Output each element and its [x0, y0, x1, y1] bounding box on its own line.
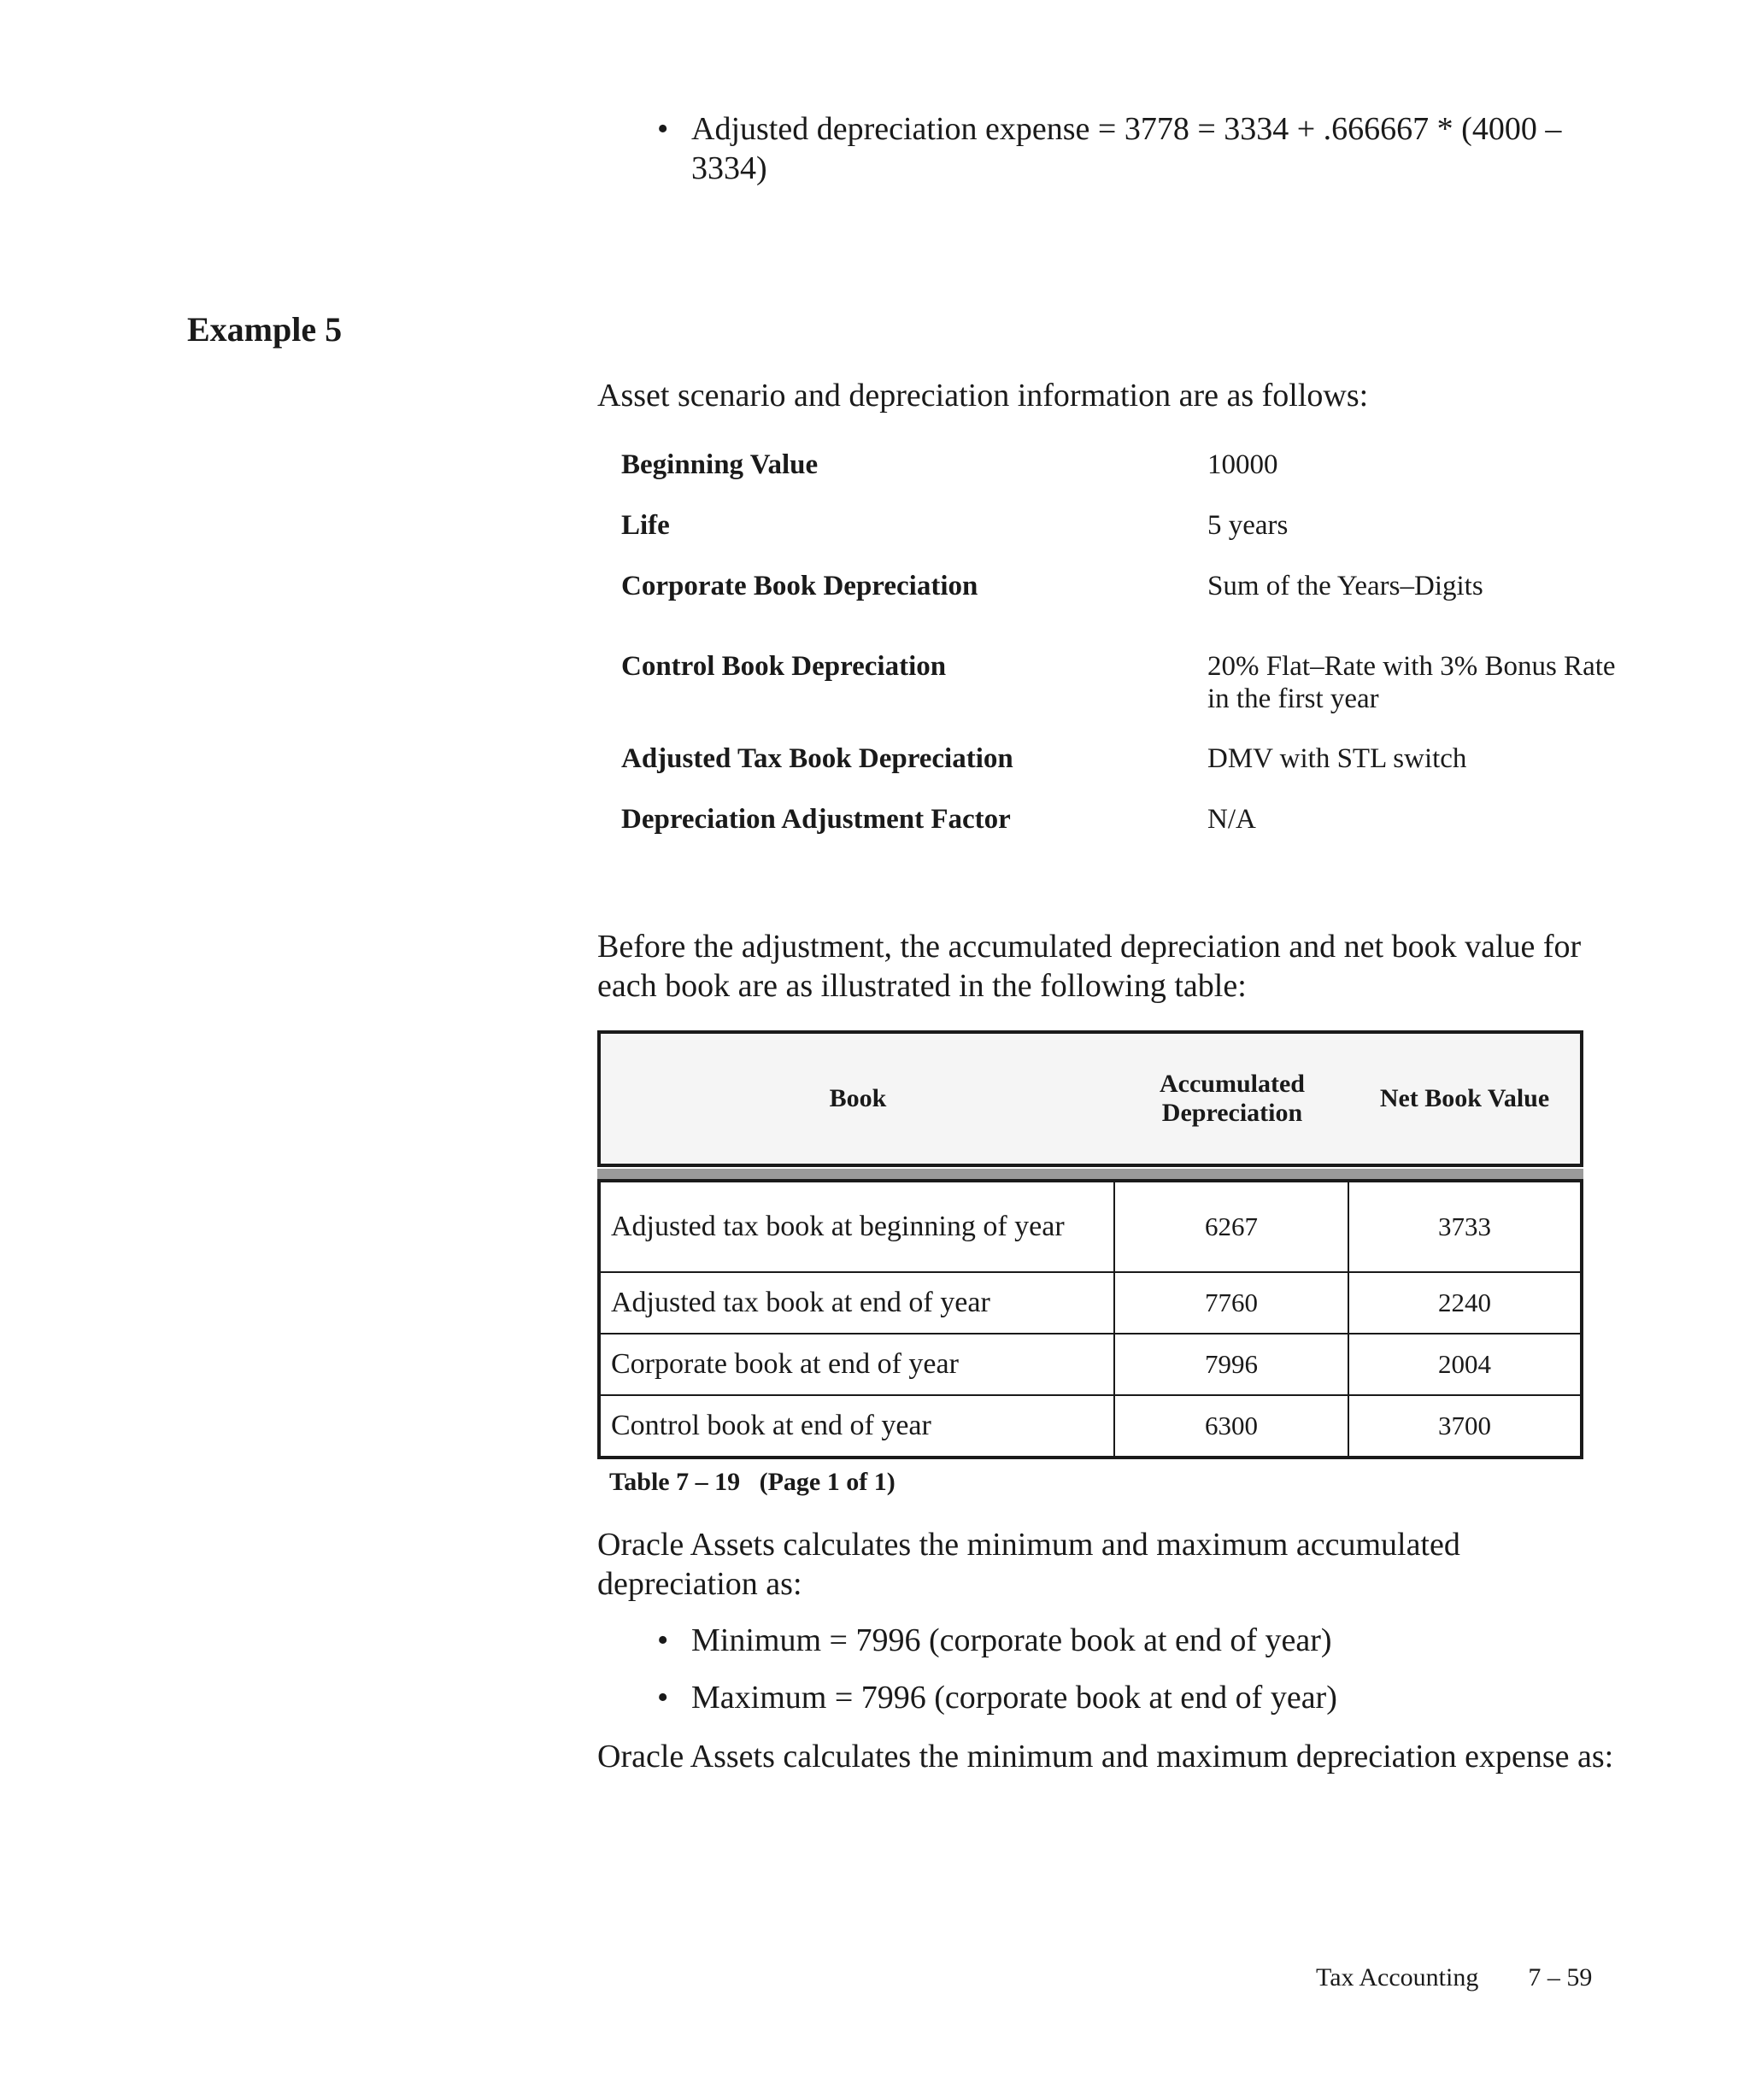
- bullet-icon: •: [657, 1680, 669, 1716]
- bullet-maximum: [657, 1678, 1623, 1717]
- header-accumulated-depreciation: Accumulated Depreciation: [1160, 1070, 1305, 1127]
- bullet-text: Minimum = 7996 (corporate book at end of year): [691, 1622, 1332, 1658]
- cell-accumulated: 7760: [1115, 1273, 1349, 1333]
- info-row: [621, 509, 1647, 542]
- cell-book: Adjusted tax book at end of year: [601, 1273, 1115, 1333]
- cell-book: Adjusted tax book at beginning of year: [601, 1182, 1115, 1271]
- footer-page-number: 7 – 59: [1528, 1963, 1593, 1991]
- table-row: [601, 1394, 1580, 1456]
- info-label: Corporate Book Depreciation: [621, 571, 978, 601]
- minmax-accumulated-intro: Oracle Assets calculates the minimum and maximum accumulated depreciation as:: [597, 1527, 1460, 1602]
- info-label: Adjusted Tax Book Depreciation: [621, 743, 1013, 774]
- info-row: [621, 449, 1647, 481]
- table-intro: Before the adjustment, the accumulated depreciation and net book value for each book are as illustrated in the following table:: [597, 929, 1582, 1004]
- cell-nbv: 2004: [1438, 1349, 1491, 1379]
- info-row: [621, 650, 1647, 715]
- bullet-text: Maximum = 7996 (corporate book at end of year): [691, 1680, 1337, 1716]
- info-value: 20% Flat–Rate with 3% Bonus Rate in the first year: [1207, 651, 1616, 714]
- table-caption: Table 7 – 19 (Page 1 of 1): [609, 1468, 896, 1496]
- table-row: [601, 1182, 1580, 1271]
- bullet-icon: •: [657, 111, 669, 147]
- cell-accumulated: 7996: [1115, 1334, 1349, 1394]
- info-value: 5 years: [1207, 510, 1289, 541]
- page-footer: [1316, 1963, 1592, 1992]
- info-value: N/A: [1207, 804, 1256, 835]
- footer-section: Tax Accounting: [1316, 1963, 1479, 1991]
- info-value: 10000: [1207, 449, 1278, 480]
- info-value: DMV with STL switch: [1207, 743, 1467, 774]
- info-value: Sum of the Years–Digits: [1207, 571, 1483, 601]
- bullet-adjusted-expense: [657, 109, 1623, 188]
- info-row: [621, 803, 1647, 836]
- cell-book: Corporate book at end of year: [601, 1334, 1115, 1394]
- cell-accumulated: 6300: [1115, 1396, 1349, 1456]
- cell-accumulated: 6267: [1115, 1182, 1349, 1271]
- info-label: Life: [621, 510, 670, 541]
- cell-book: Control book at end of year: [601, 1396, 1115, 1456]
- example-heading: Example 5: [187, 310, 343, 349]
- table-row: [601, 1333, 1580, 1394]
- header-book: Book: [829, 1084, 887, 1112]
- data-table: [597, 1179, 1583, 1459]
- info-row: [621, 570, 1647, 602]
- table-row: [601, 1271, 1580, 1333]
- info-label: Beginning Value: [621, 449, 819, 480]
- info-label: Control Book Depreciation: [621, 651, 947, 682]
- info-label: Depreciation Adjustment Factor: [621, 804, 1011, 835]
- bullet-minimum: [657, 1621, 1623, 1660]
- intro-paragraph: Asset scenario and depreciation information are as follows:: [597, 378, 1369, 414]
- cell-nbv: 3700: [1438, 1411, 1491, 1440]
- header-net-book-value: Net Book Value: [1379, 1084, 1550, 1112]
- table-header-separator: [597, 1169, 1583, 1179]
- bullet-text: Adjusted depreciation expense = 3778 = 3334 + .666667 * (4000 – 3334): [691, 111, 1562, 186]
- info-row: [621, 742, 1647, 775]
- cell-nbv: 3733: [1438, 1211, 1491, 1241]
- cell-nbv: 2240: [1438, 1288, 1491, 1317]
- bullet-icon: •: [657, 1622, 669, 1658]
- table-header: [597, 1030, 1583, 1167]
- minmax-expense-intro: Oracle Assets calculates the minimum and maximum depreciation expense as:: [597, 1739, 1614, 1774]
